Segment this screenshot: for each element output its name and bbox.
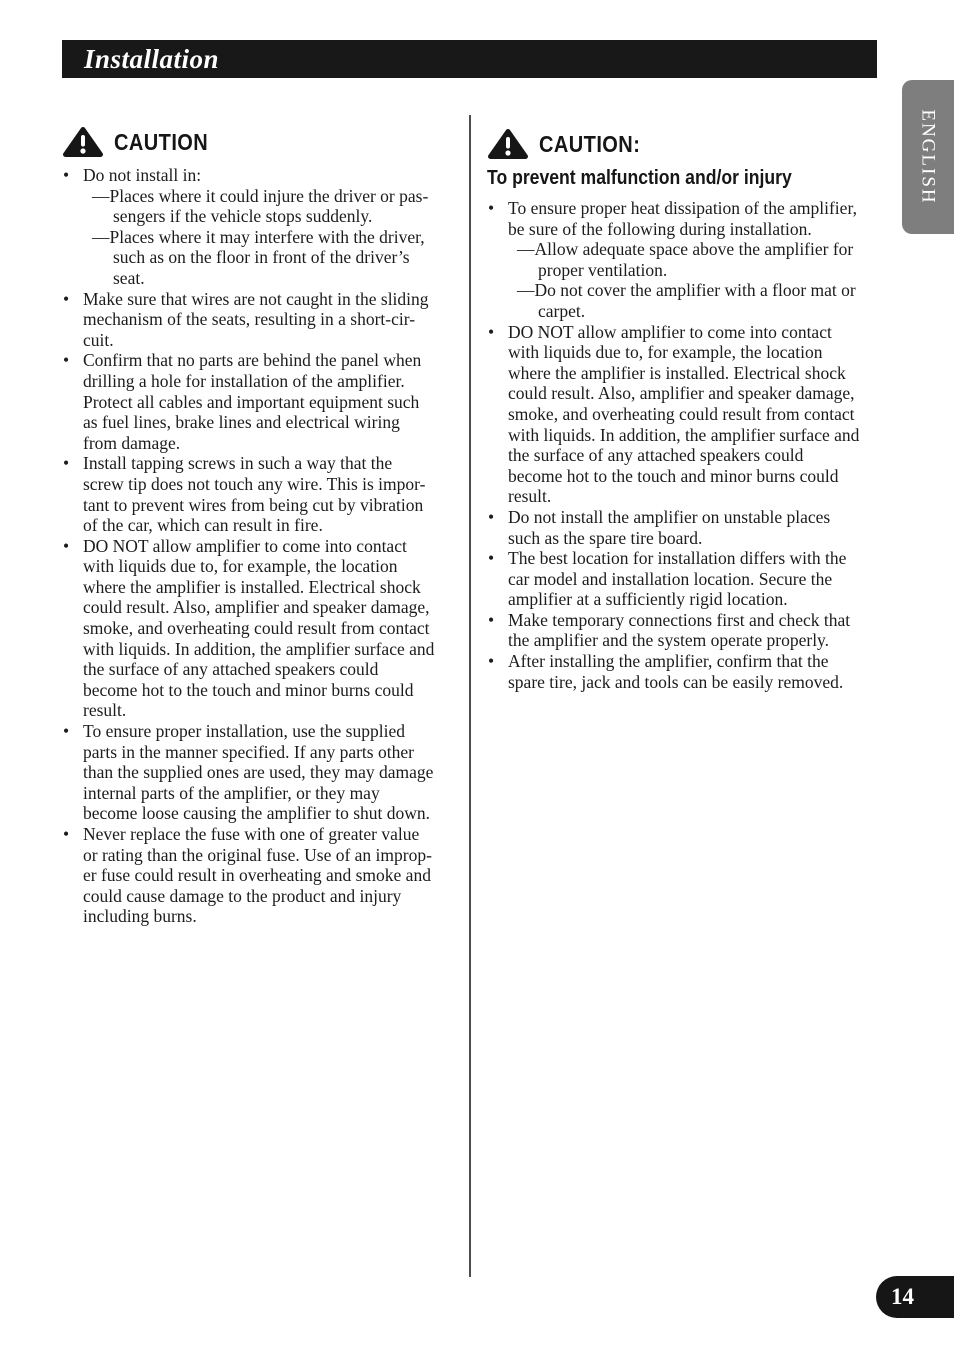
- text-line: —Places where it may interfere with the driver,: [92, 226, 425, 247]
- text-line: —Places where it could injure the driver or pas-: [92, 185, 429, 206]
- text-line: • DO NOT allow amplifier to come into contact: [63, 535, 407, 556]
- page-number-badge: [876, 1276, 954, 1318]
- text-line: • Make temporary connections first and check that: [488, 609, 851, 630]
- text-line: the amplifier and the system operate properly.: [508, 630, 830, 651]
- page-title: Installation: [84, 43, 220, 74]
- bullet-marker: •: [63, 535, 70, 556]
- caution-header-right: [487, 128, 882, 160]
- list-item: [62, 186, 464, 227]
- text-line: including burns.: [83, 906, 197, 927]
- bullet-marker: •: [488, 198, 495, 218]
- text-line: sengers if the vehicle stops suddenly.: [113, 206, 373, 227]
- text-line: amplifier at a sufficiently rigid location.: [508, 589, 788, 610]
- text-line: of the car, which can result in fire.: [83, 515, 323, 536]
- bullet-marker: •: [63, 165, 70, 185]
- text-line: • After installing the amplifier, confirm that the: [488, 651, 829, 672]
- text-line: drilling a hole for installation of the amplifier.: [83, 370, 405, 391]
- text-line: • Do not install in:: [63, 165, 202, 185]
- list-item: [487, 239, 882, 280]
- caution-header-left: [62, 126, 464, 158]
- text-line: parts in the manner specified. If any parts other: [83, 741, 414, 762]
- list-item: [487, 651, 882, 692]
- text-line: with liquids. In addition, the amplifier surface and: [508, 424, 860, 445]
- text-line: become loose causing the amplifier to shut down.: [83, 803, 431, 824]
- bullet-marker: •: [488, 609, 495, 630]
- text-line: could cause damage to the product and injury: [83, 885, 402, 906]
- text-line: with liquids due to, for example, the location: [508, 342, 823, 363]
- text-line: become hot to the touch and minor burns could: [83, 679, 414, 700]
- text-line: spare tire, jack and tools can be easily removed.: [508, 671, 844, 692]
- text-line: screw tip does not touch any wire. This is impor-: [83, 473, 426, 494]
- text-line: • Install tapping screws in such a way that the: [63, 453, 393, 474]
- list-item: [487, 280, 882, 321]
- caution-list-right: [487, 198, 882, 692]
- list-item: [62, 536, 464, 721]
- text-line: —Do not cover the amplifier with a floor mat or: [517, 280, 856, 301]
- text-line: the surface of any attached speakers could: [83, 659, 379, 680]
- bullet-marker: •: [488, 506, 495, 527]
- text-line: smoke, and overheating could result from contact: [508, 403, 855, 424]
- text-line: from damage.: [83, 432, 181, 453]
- text-line: smoke, and overheating could result from contact: [83, 618, 430, 639]
- caution-list-left: [62, 165, 464, 927]
- list-item: [487, 610, 882, 651]
- text-line: • Never replace the fuse with one of greater value: [63, 824, 420, 844]
- text-line: • The best location for installation differs with the: [488, 548, 847, 569]
- text-line: where the amplifier is installed. Electrical shock: [83, 576, 421, 597]
- text-line: proper ventilation.: [538, 259, 668, 280]
- text-line: cuit.: [83, 329, 114, 350]
- text-line: result.: [83, 700, 127, 721]
- text-line: seat.: [113, 267, 145, 288]
- text-line: tant to prevent wires from being cut by vibration: [83, 494, 424, 515]
- bullet-marker: •: [488, 321, 495, 342]
- list-item: [62, 165, 464, 186]
- language-tab-english: [902, 80, 954, 234]
- language-tab-label: ENGLISH: [918, 109, 939, 205]
- bullet-marker: •: [63, 721, 70, 742]
- list-item: [62, 227, 464, 289]
- caution-title-left: CAUTION: [114, 128, 209, 155]
- bullet-marker: •: [63, 824, 70, 844]
- bullet-marker: •: [488, 651, 495, 672]
- text-line: such as on the floor in front of the driver’s: [113, 247, 410, 268]
- caution-title-right: CAUTION:: [539, 130, 641, 157]
- list-item: [62, 721, 464, 824]
- bullet-marker: •: [488, 548, 495, 569]
- text-line: Protect all cables and important equipment such: [83, 391, 420, 412]
- warning-triangle-icon: [487, 128, 529, 160]
- text-line: • Make sure that wires are not caught in the sliding: [63, 288, 429, 309]
- text-line: • To ensure proper installation, use the supplied: [63, 721, 405, 742]
- text-line: than the supplied ones are used, they may damage: [83, 762, 434, 783]
- text-line: • Do not install the amplifier on unstable places: [488, 506, 831, 527]
- warning-triangle-icon: [62, 126, 104, 158]
- list-item: [487, 322, 882, 507]
- left-column: [62, 126, 464, 927]
- text-line: become hot to the touch and minor burns could: [508, 465, 839, 486]
- page-number: 14: [891, 1284, 914, 1309]
- text-line: • To ensure proper heat dissipation of the amplifier,: [488, 198, 857, 218]
- text-line: or rating than the original fuse. Use of an improp-: [83, 844, 432, 865]
- text-line: er fuse could result in overheating and smoke and: [83, 865, 431, 886]
- bullet-marker: •: [63, 350, 70, 371]
- text-line: such as the spare tire board.: [508, 527, 703, 548]
- text-line: car model and installation location. Secure the: [508, 568, 833, 589]
- text-line: could result. Also, amplifier and speaker damage,: [508, 383, 855, 404]
- bullet-marker: •: [63, 288, 70, 309]
- text-line: • Confirm that no parts are behind the panel when: [63, 350, 422, 371]
- caution-subtitle: To prevent malfunction and/or injury: [487, 167, 792, 189]
- right-column: [487, 128, 882, 692]
- text-line: the surface of any attached speakers could: [508, 445, 804, 466]
- list-item: [62, 824, 464, 927]
- text-line: result.: [508, 486, 552, 507]
- section-header-bar: [62, 40, 877, 78]
- text-line: with liquids due to, for example, the location: [83, 556, 398, 577]
- column-divider: [469, 115, 471, 1277]
- text-line: mechanism of the seats, resulting in a short-cir-: [83, 309, 416, 330]
- list-item: [62, 350, 464, 453]
- list-item: [487, 507, 882, 548]
- text-line: • DO NOT allow amplifier to come into contact: [488, 321, 832, 342]
- list-item: [62, 289, 464, 351]
- text-line: carpet.: [538, 300, 586, 321]
- text-line: internal parts of the amplifier, or they may: [83, 782, 380, 803]
- bullet-marker: •: [63, 453, 70, 474]
- text-line: could result. Also, amplifier and speaker damage,: [83, 597, 430, 618]
- text-line: —Allow adequate space above the amplifier for: [517, 239, 854, 260]
- text-line: as fuel lines, brake lines and electrical wiring: [83, 412, 400, 433]
- list-item: [487, 548, 882, 610]
- text-line: be sure of the following during installation.: [508, 218, 812, 239]
- list-item: [487, 198, 882, 239]
- list-item: [62, 453, 464, 535]
- text-line: with liquids. In addition, the amplifier surface and: [83, 638, 435, 659]
- text-line: where the amplifier is installed. Electrical shock: [508, 362, 846, 383]
